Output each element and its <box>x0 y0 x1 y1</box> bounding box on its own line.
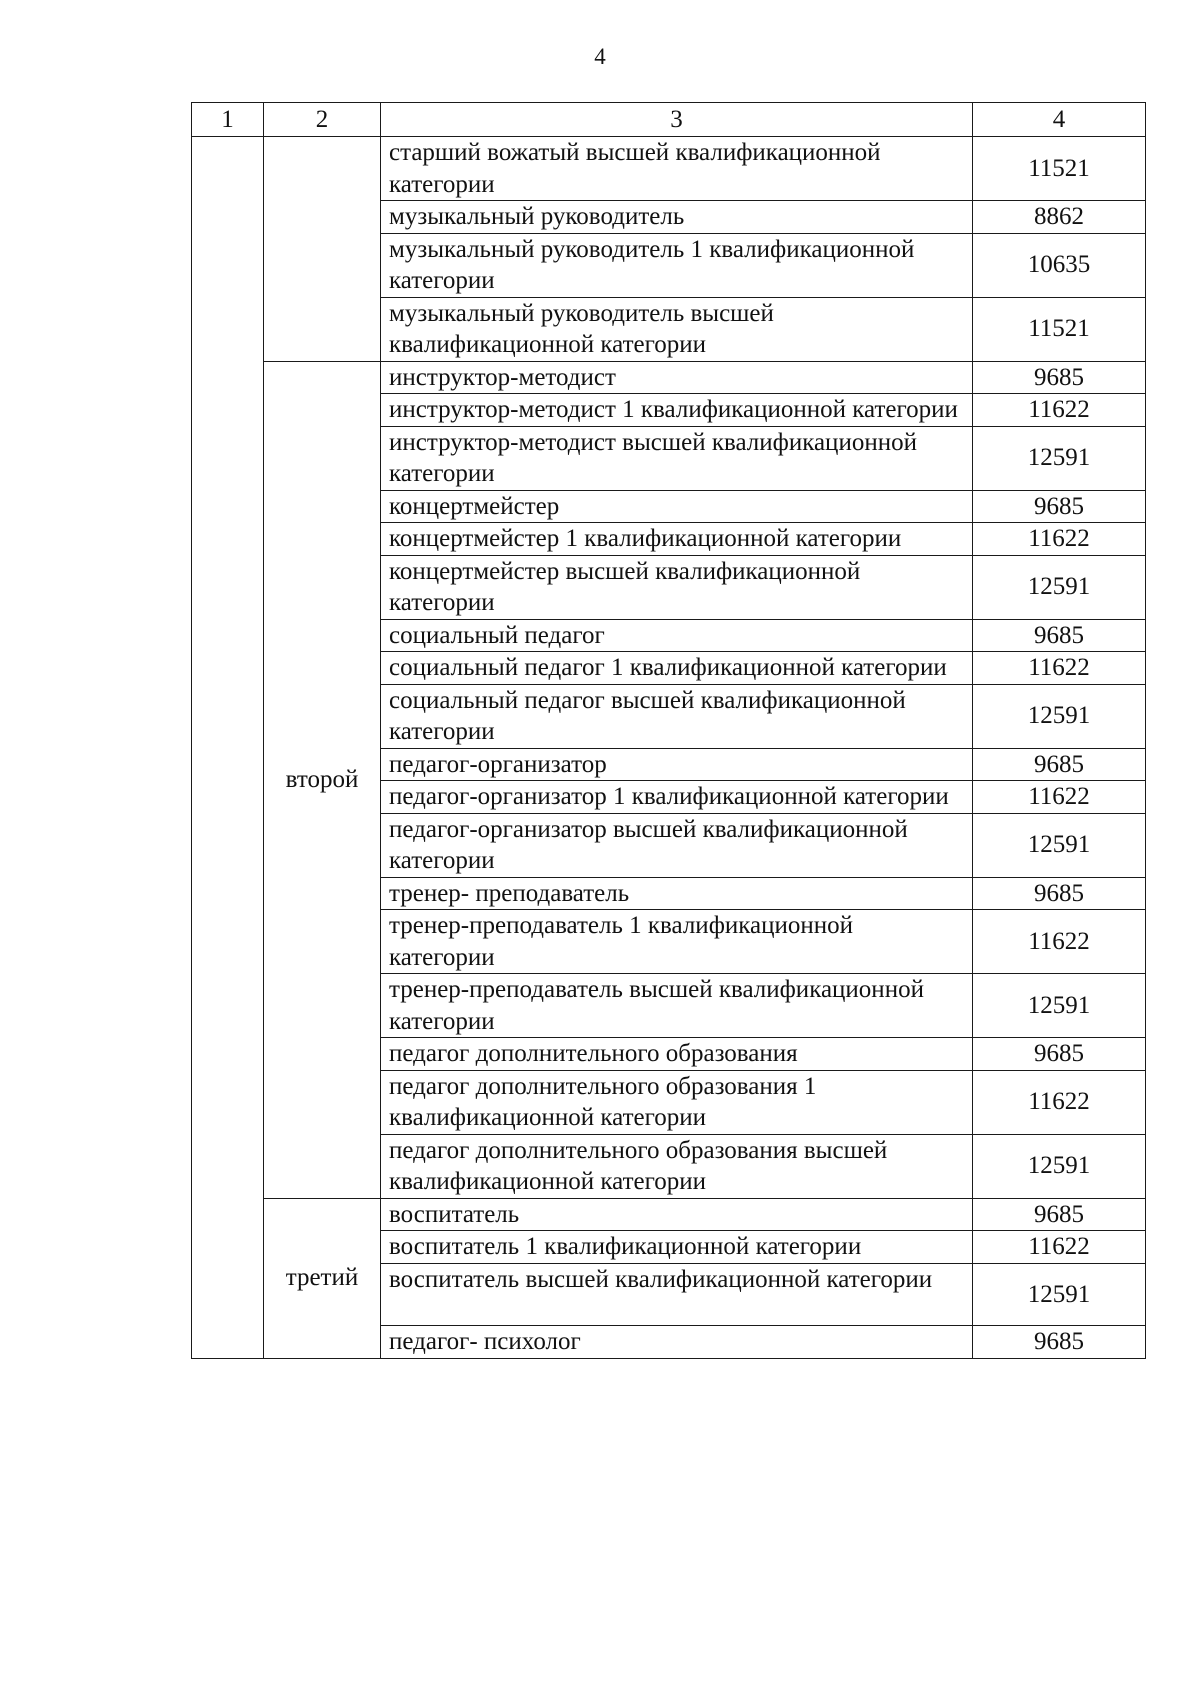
position-title: педагог- психолог <box>381 1326 973 1359</box>
position-title: концертмейстер 1 квалификационной категории <box>381 523 973 556</box>
group-label <box>264 137 381 362</box>
position-title: воспитатель 1 квалификационной категории <box>381 1231 973 1264</box>
table-body <box>192 137 1146 1359</box>
group-label: третий <box>264 1198 381 1358</box>
column-1-cell <box>192 137 264 1359</box>
position-title: педагог-организатор <box>381 748 973 781</box>
salary-value: 9685 <box>973 490 1146 523</box>
salary-value: 9685 <box>973 1038 1146 1071</box>
page-number: 4 <box>594 44 606 69</box>
salary-value: 12591 <box>973 1134 1146 1198</box>
salary-value: 11622 <box>973 652 1146 685</box>
salary-value: 11622 <box>973 1231 1146 1264</box>
salary-value: 12591 <box>973 555 1146 619</box>
header-col-2: 2 <box>264 103 381 137</box>
header-col-3: 3 <box>381 103 973 137</box>
salary-value: 9685 <box>973 877 1146 910</box>
salary-value: 9685 <box>973 748 1146 781</box>
header-col-1: 1 <box>192 103 264 137</box>
salary-value: 12591 <box>973 684 1146 748</box>
header-col-4: 4 <box>973 103 1146 137</box>
group-label: второй <box>264 361 381 1198</box>
salary-value: 9685 <box>973 361 1146 394</box>
salary-value: 9685 <box>973 1326 1146 1359</box>
position-title: музыкальный руководитель <box>381 201 973 234</box>
salary-value: 8862 <box>973 201 1146 234</box>
position-title: музыкальный руководитель 1 квалификационной категории <box>381 233 973 297</box>
salary-value: 12591 <box>973 813 1146 877</box>
position-title: тренер- преподаватель <box>381 877 973 910</box>
position-title: педагог дополнительного образования 1 квалификационной категории <box>381 1070 973 1134</box>
position-title: социальный педагог <box>381 619 973 652</box>
position-title: тренер-преподаватель 1 квалификационной категории <box>381 910 973 974</box>
salary-value: 9685 <box>973 619 1146 652</box>
position-title: концертмейстер <box>381 490 973 523</box>
position-title: воспитатель высшей квалификационной категории <box>381 1263 973 1326</box>
position-title: педагог-организатор 1 квалификационной категории <box>381 781 973 814</box>
position-title: инструктор-методист 1 квалификационной категории <box>381 394 973 427</box>
position-title: педагог дополнительного образования высшей квалификационной категории <box>381 1134 973 1198</box>
position-title: воспитатель <box>381 1198 973 1231</box>
salary-value: 11622 <box>973 394 1146 427</box>
table-row <box>192 1198 1146 1231</box>
table-row <box>192 137 1146 201</box>
position-title: тренер-преподаватель высшей квалификационной категории <box>381 974 973 1038</box>
position-title: педагог дополнительного образования <box>381 1038 973 1071</box>
position-title: концертмейстер высшей квалификационной категории <box>381 555 973 619</box>
salary-table <box>191 102 1146 1359</box>
salary-value: 12591 <box>973 426 1146 490</box>
position-title: музыкальный руководитель высшей квалификационной категории <box>381 297 973 361</box>
salary-value: 12591 <box>973 974 1146 1038</box>
salary-value: 11622 <box>973 910 1146 974</box>
position-title: социальный педагог высшей квалификационной категории <box>381 684 973 748</box>
salary-value: 11622 <box>973 1070 1146 1134</box>
header-row <box>192 103 1146 137</box>
salary-value: 11622 <box>973 781 1146 814</box>
position-title: старший вожатый высшей квалификационной категории <box>381 137 973 201</box>
position-title: инструктор-методист <box>381 361 973 394</box>
position-title: социальный педагог 1 квалификационной категории <box>381 652 973 685</box>
table-header <box>192 103 1146 137</box>
salary-value: 10635 <box>973 233 1146 297</box>
salary-value: 11622 <box>973 523 1146 556</box>
position-title: инструктор-методист высшей квалификационной категории <box>381 426 973 490</box>
salary-value: 11521 <box>973 297 1146 361</box>
table-row <box>192 361 1146 394</box>
position-title: педагог-организатор высшей квалификационной категории <box>381 813 973 877</box>
salary-value: 11521 <box>973 137 1146 201</box>
salary-value: 12591 <box>973 1263 1146 1326</box>
salary-value: 9685 <box>973 1198 1146 1231</box>
